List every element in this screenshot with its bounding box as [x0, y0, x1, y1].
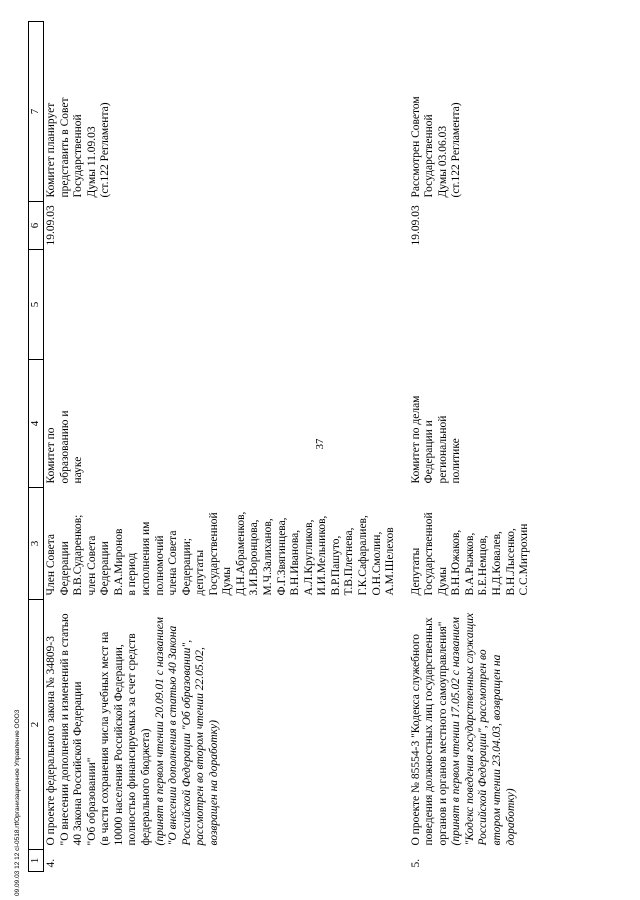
- bill-line: (принят в первом чтении 20.09.01 с названием: [153, 617, 166, 846]
- cell-line: Государственной: [423, 512, 436, 596]
- cell-line: Думы: [436, 567, 449, 596]
- header-col-4: 4: [29, 360, 44, 488]
- cell-line: Комитет по делам: [409, 395, 422, 484]
- cell-line: полномочий: [153, 535, 166, 596]
- cell-line: Комитет по: [45, 427, 57, 484]
- bill-status: [409, 22, 533, 202]
- cell-line: депутаты: [194, 549, 207, 596]
- cell-line: В.Н.Иванова,: [289, 529, 302, 596]
- table-header-row: [29, 22, 44, 872]
- bills-table: [28, 21, 533, 872]
- cell-line: А.М.Шелехов: [384, 527, 397, 596]
- bill-line: федерального бюджета): [139, 728, 152, 846]
- cell-line: Федерации;: [180, 537, 193, 596]
- cell-line: (ст.122 Регламента): [450, 102, 463, 198]
- cell-line: члена Совета: [167, 530, 180, 596]
- cell-line: А.Л.Кругликов,: [302, 519, 315, 596]
- header-col-2: 2: [29, 600, 44, 850]
- cell-line: В.А.Рыжков,: [463, 532, 476, 596]
- header-col-5: 5: [29, 250, 44, 360]
- row-number: 4.: [45, 858, 57, 868]
- cell-line: Г.К.Сафаралиев,: [356, 515, 369, 596]
- bill-line: поведения должностных лиц государственных: [423, 617, 436, 846]
- cell-line: Федерации: [99, 541, 112, 596]
- cell-line: Член Совета: [45, 533, 57, 596]
- cell-line: В.Р.Пашуто,: [329, 535, 342, 596]
- cell-line: региональной: [436, 415, 449, 484]
- cell-line: З.И.Воронцова,: [248, 519, 261, 596]
- cell-line: Т.В.Плетнева,: [343, 527, 356, 596]
- bill-line: Российской Федерации "Об образовании",: [180, 639, 193, 846]
- header-col-6: 6: [29, 202, 44, 250]
- cell-line: Думы 03.06.03: [436, 125, 449, 198]
- bill-line: "Об образовании": [85, 757, 98, 846]
- cell-line: исполнения им: [139, 521, 152, 596]
- header-col-7: 7: [29, 22, 44, 202]
- rotated-table-area: [28, 22, 628, 872]
- cell-line: М.Ч.Залиханов,: [262, 518, 274, 596]
- page-number: 37: [314, 438, 326, 450]
- cell-line: Думы: [221, 567, 234, 596]
- bill-line: втором чтении 23.04.03, возвращен на: [491, 654, 503, 846]
- cell-line: представить в Совет: [58, 97, 71, 198]
- review-date: 19.09.03: [409, 205, 422, 246]
- header-col-1: 1: [29, 850, 44, 872]
- cell-line: В.А.Миронов: [112, 528, 125, 596]
- cell-line: Депутаты: [409, 547, 422, 596]
- cell-line: Государственной: [207, 512, 220, 596]
- review-date: 19.09.03: [45, 205, 57, 246]
- cell-line: С.С.Митрохин: [518, 523, 531, 596]
- row-number: 5.: [409, 858, 422, 868]
- cell-line: науке: [72, 456, 85, 484]
- cell-line: (ст.122 Регламента): [99, 102, 112, 198]
- cell-line: член Совета: [85, 535, 98, 596]
- bill-authors: [409, 488, 533, 600]
- header-col-3: 3: [29, 488, 44, 600]
- bill-line: доработку): [504, 788, 517, 846]
- bill-line: 10000 населения Российской Федерации,: [112, 644, 125, 846]
- cell-line: В.Н.Южаков,: [450, 529, 463, 596]
- col5-cell: [409, 250, 533, 360]
- cell-line: Государственной: [72, 114, 85, 198]
- cell-line: О.Н.Смолин,: [370, 531, 383, 596]
- bill-line: О проекте федерального закона № 34809-3: [45, 636, 57, 846]
- bill-line: 40 Закона Российской Федерации: [72, 681, 85, 846]
- cell-line: политике: [450, 438, 463, 484]
- bill-description: [44, 600, 399, 850]
- bill-status: [44, 22, 399, 202]
- bill-line: (принят в первом чтении 17.05.02 с названием: [450, 617, 463, 846]
- responsible-committee: [44, 360, 399, 488]
- bill-line: полностью финансируемых за счет средств: [126, 633, 139, 846]
- bill-line: "О внесении дополнения в статью 40 Закона: [167, 625, 180, 846]
- row-spacer: [399, 22, 409, 872]
- cell-line: Ф.Г.Звягинцева,: [275, 517, 288, 596]
- bill-line: возвращен на доработку): [207, 720, 220, 846]
- cell-line: Б.Е.Немцов,: [477, 535, 490, 596]
- cell-line: Д.Н.Абраменков,: [234, 511, 247, 596]
- bill-line: О проекте № 85554-3 "Кодекса служебного: [409, 633, 422, 846]
- cell-line: Государственной: [423, 114, 436, 198]
- bill-description: [409, 600, 533, 850]
- bill-line: (в части сохранения числа учебных мест на: [99, 631, 112, 846]
- bill-line: рассмотрен во втором чтении 22.05.02,: [194, 647, 207, 846]
- cell-line: Н.Д.Ковалев,: [491, 531, 503, 596]
- document-footer: 09.09.03 12 12 cl-0518.rtfОрганизационное Управление ООО3: [14, 709, 21, 896]
- responsible-committee: [409, 360, 533, 488]
- cell-line: И.И.Мельников,: [316, 515, 329, 596]
- cell-line: В.В.Сударенков;: [72, 514, 85, 596]
- cell-line: Рассмотрен Советом: [409, 96, 422, 198]
- table-row: [409, 22, 533, 872]
- cell-line: Федерации: [58, 541, 71, 596]
- bill-authors: [44, 488, 399, 600]
- bill-line: органов и органов местного самоуправления": [436, 621, 449, 846]
- cell-line: Комитет планирует: [45, 102, 57, 198]
- cell-line: В.Н.Лысенко,: [504, 528, 517, 596]
- col5-cell: [44, 250, 399, 360]
- bill-line: "Кодекс поведения государственных служащих: [463, 612, 476, 846]
- cell-line: образованию и: [58, 410, 71, 484]
- bill-line: "О внесении дополнения и изменений в статью: [58, 613, 71, 846]
- cell-line: в период: [126, 552, 139, 596]
- table-row: [44, 22, 399, 872]
- cell-line: Думы 11.09.03: [85, 126, 98, 198]
- cell-line: Федерации и: [423, 420, 436, 484]
- bill-line: Российской Федерации", рассмотрен во: [477, 649, 490, 846]
